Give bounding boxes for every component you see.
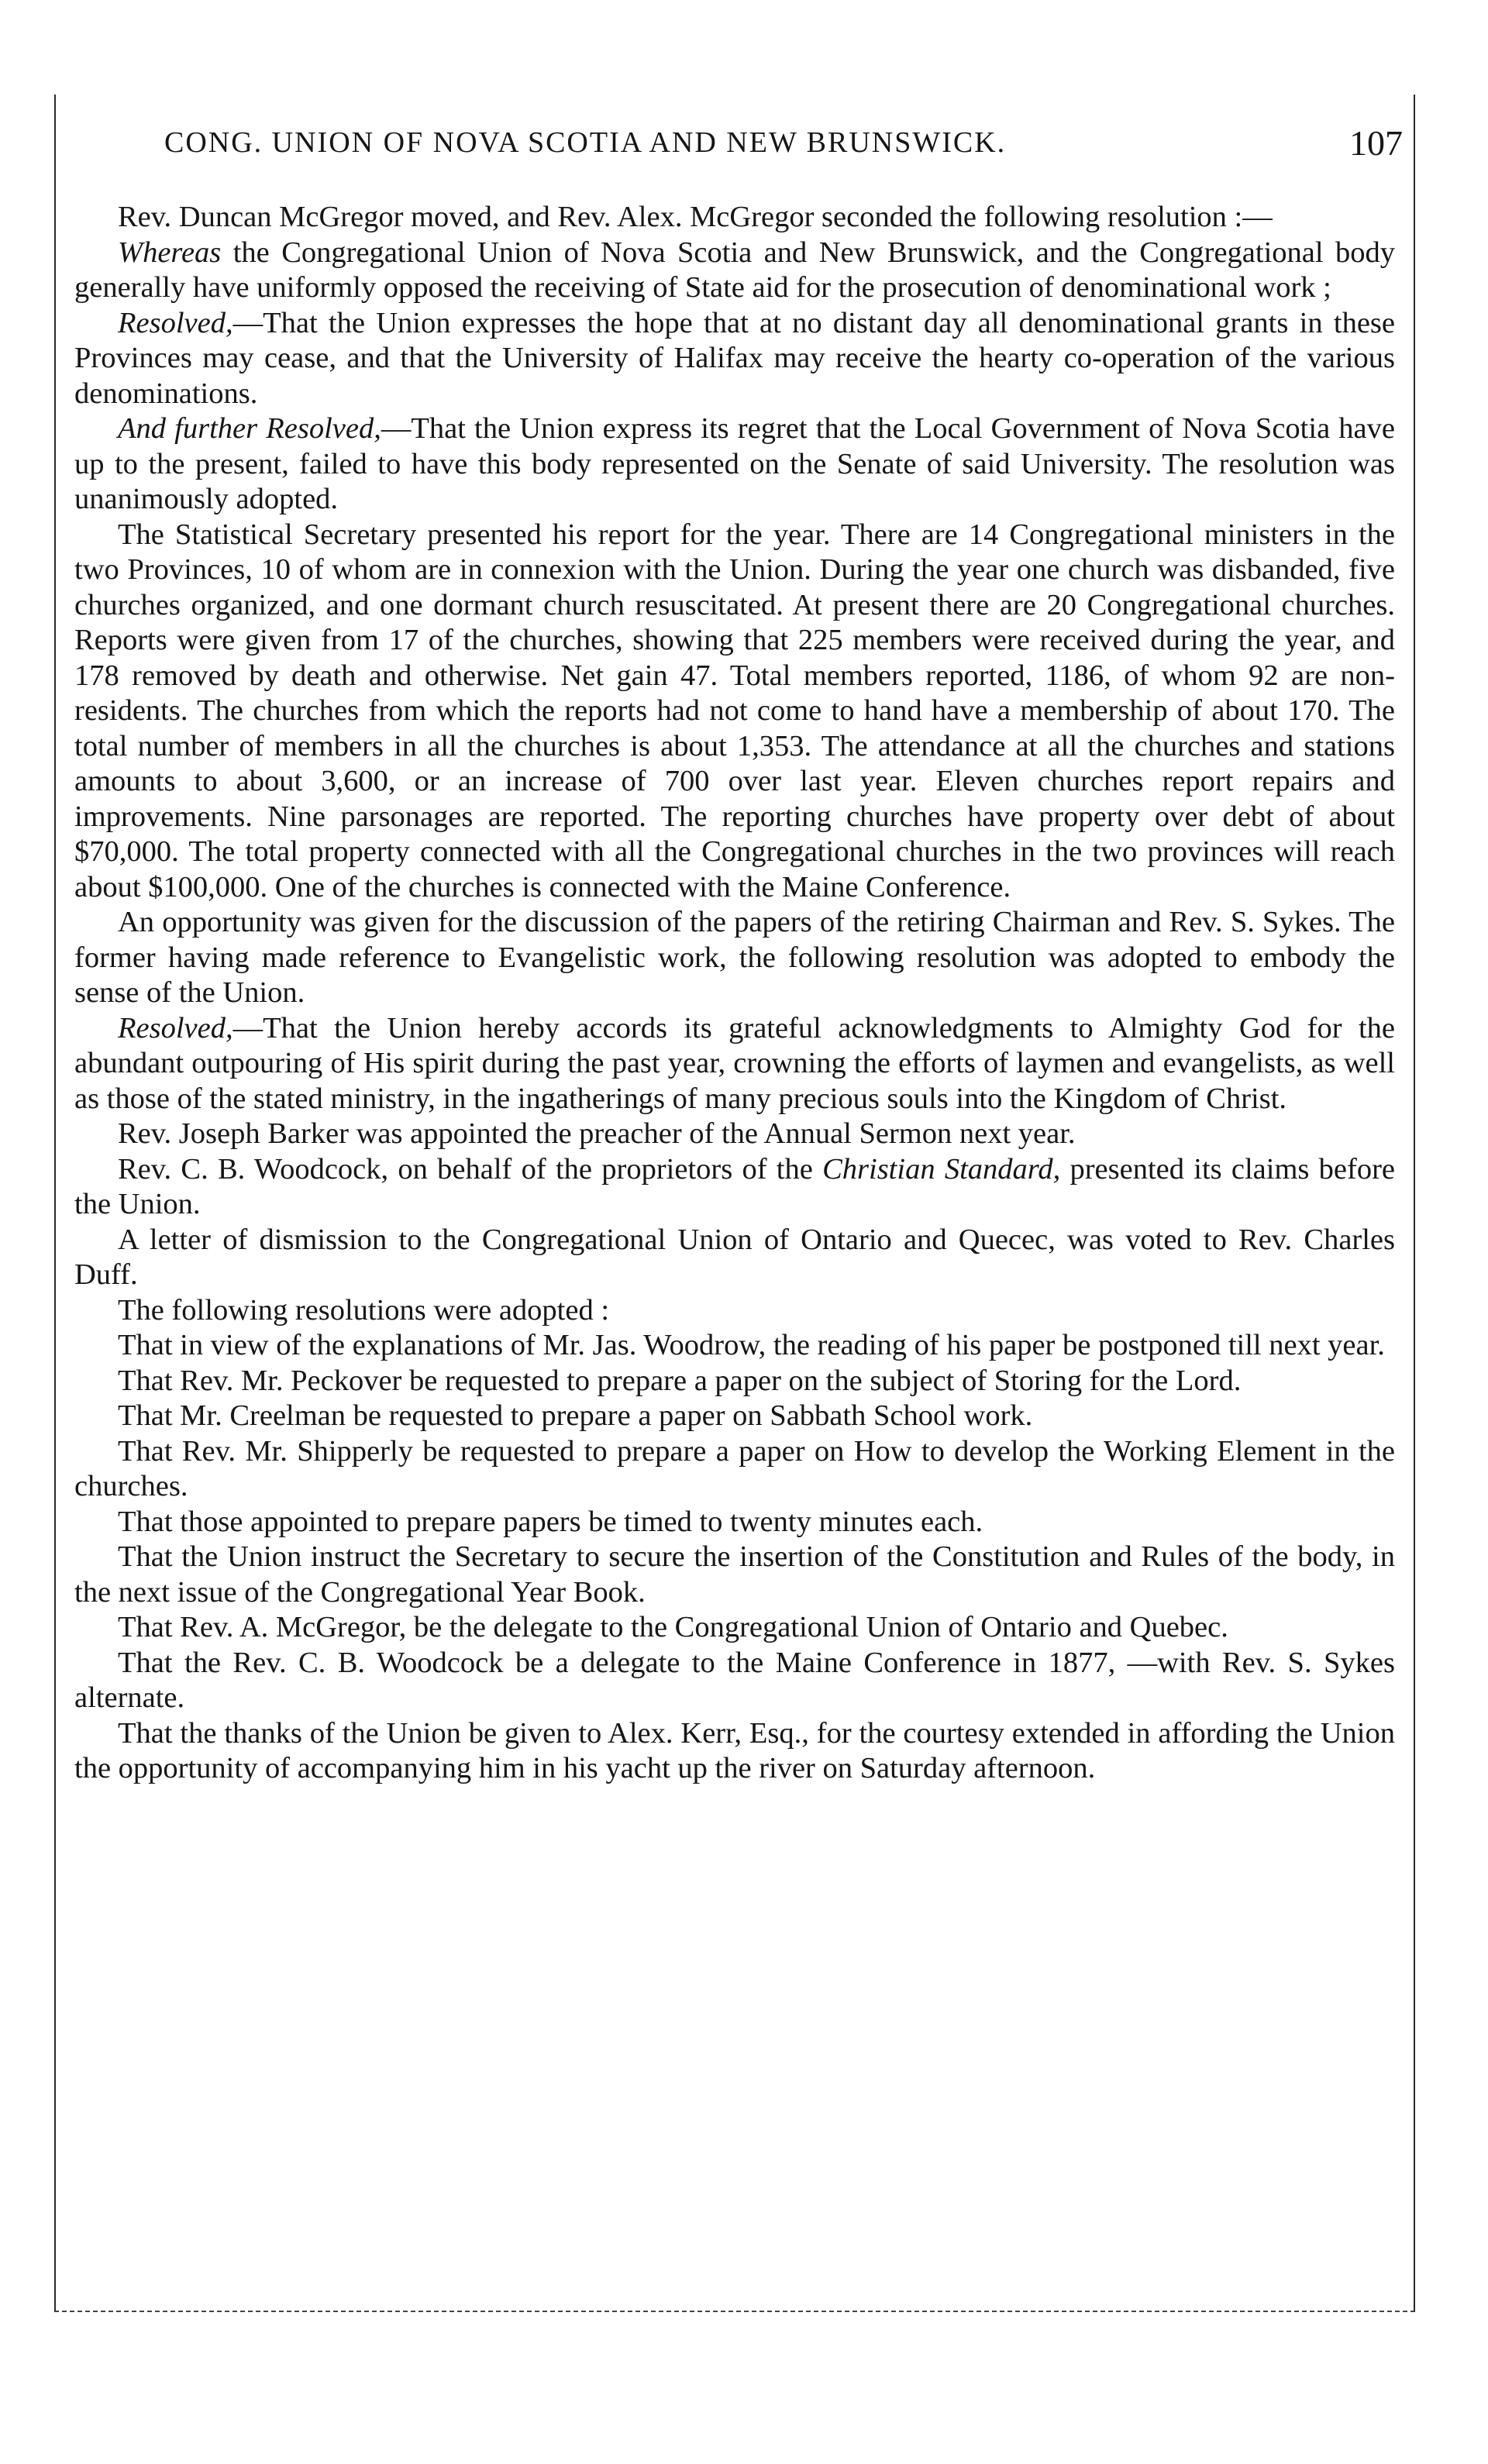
page-frame [54,95,1415,2312]
paragraph: And further Resolved,—That the Union express its regret that the Local Government of Nova Scotia have up to the present, failed to have this body represented on the Senate of said University. The resolution was unanimously adopted. [74,412,1395,515]
paragraph: Resolved,—That the Union hereby accords its grateful acknowledgments to Almighty God for the abundant outpouring of His spirit during the past year, crowning the efforts of laymen and evangelists, as well as those of the stated ministry, in the ingatherings of many precious souls into the Kingdom of Christ. [74,1011,1395,1115]
paragraph-lead: And further Resolved, [118,412,381,445]
paragraph: Whereas the Congregational Union of Nova Scotia and New Brunswick, and the Congregational body generally have uniformly opposed the receiving of State aid for the prosecution of denominational work ; [74,236,1395,304]
paragraph: That the Union instruct the Secretary to secure the insertion of the Constitution and Rules of the body, in the next issue of the Congregational Year Book. [74,1540,1395,1609]
paragraph: That Rev. Mr. Peckover be requested to prepare a paper on the subject of Storing for the Lord. [118,1364,1242,1397]
paragraph: Rev. C. B. Woodcock, on behalf of the proprietors of the Christian Standard, presented its claims before the Union. [74,1152,1395,1220]
paragraph: That in view of the explanations of Mr. Jas. Woodrow, the reading of his paper be postponed till next year. [118,1329,1385,1361]
paragraph: That Rev. Mr. Shipperly be requested to prepare a paper on How to develop the Working Element in the churches. [74,1434,1395,1502]
paragraph-lead: Resolved, [118,1011,233,1044]
page-body [74,200,1395,1787]
paragraph: The Statistical Secretary presented his report for the year. There are 14 Congregational ministers in the two Provinces, 10 of whom are in connexion with the Union. During the year one church was disbanded, five churches organized, and one dormant church resuscitated. At present there are 20 Congregational churches. Reports were given from 17 of the churches, showing that 225 members were received during the year, and 178 removed by death and otherwise. Net gain 47. Total members reported, 1186, of whom 92 are non-residents. The churches from which the reports had not come to hand have a membership of about 170. The total number of members in all the churches is about 1,353. The attendance at all the churches and stations amounts to about 3,600, or an increase of 700 over last year. Eleven churches report repairs and improvements. Nine parsonages are reported. The reporting churches have property over debt of about $70,000. The total property connected with all the Congregational churches in the two provinces will reach about $100,000. One of the churches is connected with the Maine Conference. [74,518,1395,903]
running-title: CONG. UNION OF NOVA SCOTIA AND NEW BRUNSWICK. [164,126,1007,159]
paragraph: An opportunity was given for the discussion of the papers of the retiring Chairman and Rev. S. Sykes. The former having made reference to Evangelistic work, the following resolution was adopted to embody the sense of the Union. [74,906,1395,1009]
paragraph: That those appointed to prepare papers be timed to twenty minutes each. [118,1505,983,1538]
page-header [56,123,1414,172]
paragraph: Resolved,—That the Union expresses the hope that at no distant day all denominational grants in these Provinces may cease, and that the University of Halifax may receive the hearty co-operation of the various denominations. [74,306,1395,410]
paragraph: A letter of dismission to the Congregational Union of Ontario and Quecec, was voted to Rev. Charles Duff. [74,1223,1395,1291]
paragraph: The following resolutions were adopted : [118,1293,610,1327]
paragraph: That Mr. Creelman be requested to prepare a paper on Sabbath School work. [118,1399,1033,1432]
paragraph: Rev. Duncan McGregor moved, and Rev. Alex. McGregor seconded the following resolution :— [118,201,1273,233]
paragraph: Rev. Joseph Barker was appointed the preacher of the Annual Sermon next year. [118,1117,1076,1150]
paragraph: That the thanks of the Union be given to Alex. Kerr, Esq., for the courtesy extended in affording the Union the opportunity of accompanying him in his yacht up the river on Saturday afternoon. [74,1716,1395,1784]
paragraph: That the Rev. C. B. Woodcock be a delegate to the Maine Conference in 1877, —with Rev. S. Sykes alternate. [74,1646,1395,1714]
page-number: 107 [1349,123,1403,163]
paragraph-lead: Resolved, [118,306,233,339]
paragraph-lead: Whereas [118,236,222,269]
paragraph: That Rev. A. McGregor, be the delegate to the Congregational Union of Ontario and Quebec. [118,1611,1228,1643]
publication-title: Christian Standard, [822,1152,1061,1186]
